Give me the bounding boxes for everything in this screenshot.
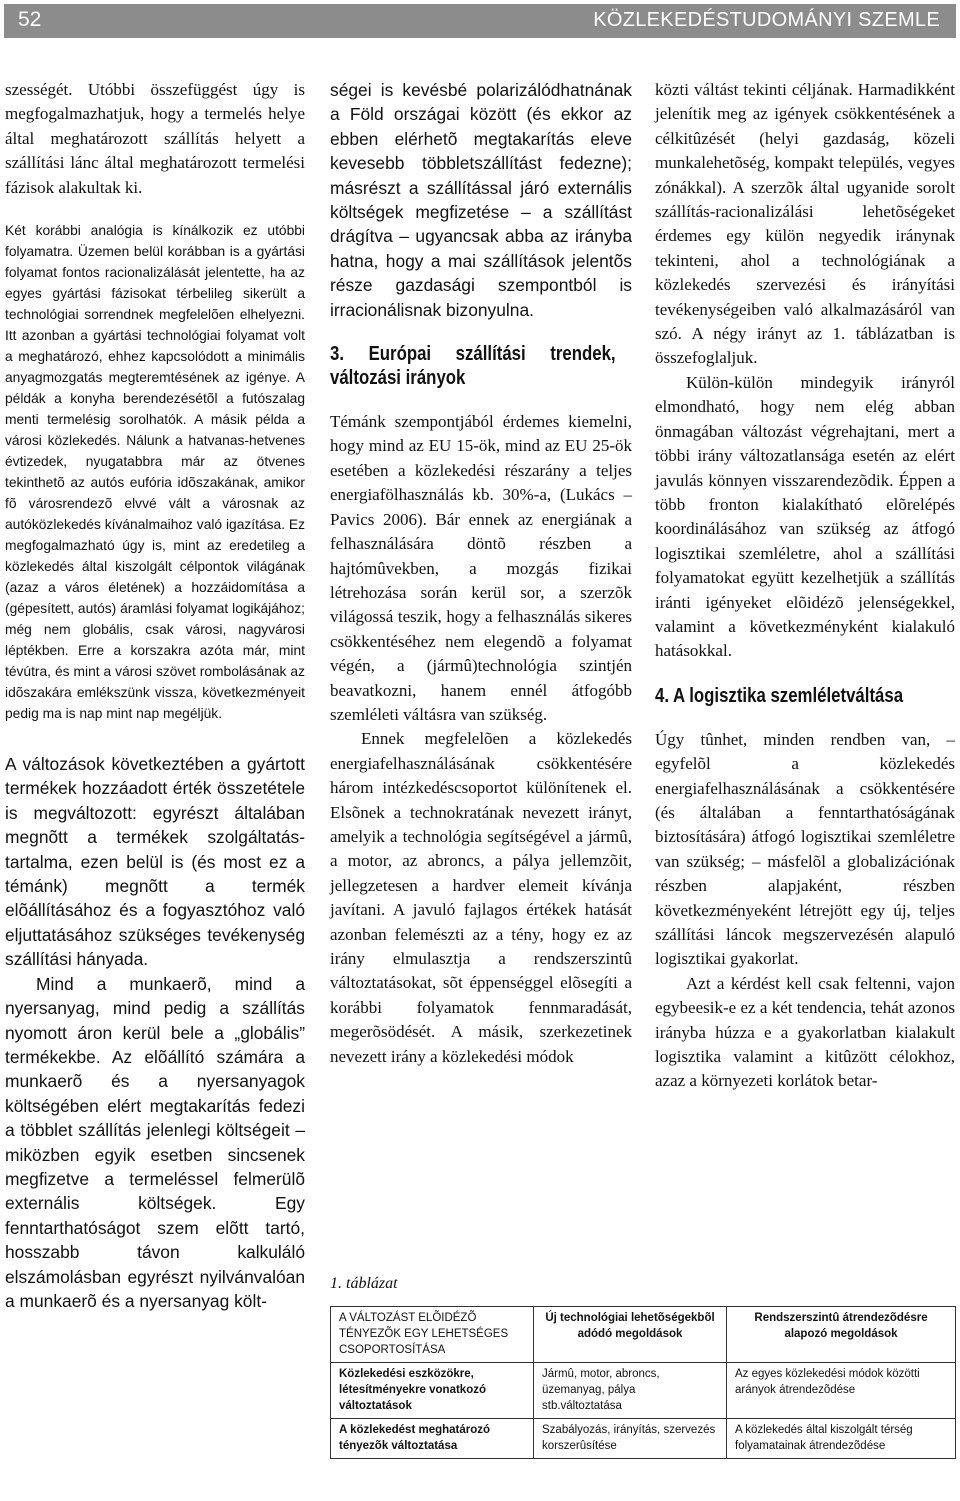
table-cell: A közlekedés által kiszolgált térség folyamatainak átrendezõdése bbox=[727, 1419, 956, 1459]
paragraph: Két korábbi analógia is kínálkozik ez utóbbi folyamatra. Üzemen belül korábban is a gyártási folyamat fontos racionalizálását jelentette, ha az egyes gyártási fázisokat térbelileg sikerült a technológiai sorrendnek megfelelõen elhelyezni. Itt azonban a gyártási technológiai folyamat volt a meghatározó, ehhez kapcsolódott a minimális anyagmozgatás megteremtésének az igénye. A példák a konyha berendezésétõl a futószalag menti termelésig sorolhatók. A másik példa a városi közlekedés. Nálunk a hatvanas-hetvenes évtizedek, nyugatabbra már az ötvenes tekinthetõ az autós eufória idõszakának, amikor fõ városrendezõ elvvé vált a városnak az autóközlekedés kívánalmaihoz való igazítása. Ez megfogalmazható úgy is, mint az eredetileg a közlekedés által kiszolgált célpontok világának (azaz a város életének) a hozzáidomítása a (gépesített, autós) áramlási folyamat logikájához; még nem globális, csak városi, nagyvárosi léptékben. Erre a korszakra azóta már, mint tévútra, és mint a városi szövet rombolásának az idõszakára emlékszünk vissza, következményeit pedig ma is nap mint nap megéljük. bbox=[5, 223, 305, 722]
paragraph: Úgy tûnhet, minden rendben van, – egyfelõl a közlekedés energiafelhasználásának a csökkentésére (és általában a fenntarthatóságának biztosítására) átfogó logisztikai szemléletre van szükség; – másfelõl a globalizációnak részben alapjaként, részben következményeként létrejött egy új, teljes szállítási láncok megszervezésén alapuló logisztikai gyakorlat. bbox=[655, 729, 955, 969]
column-3 bbox=[655, 78, 955, 1094]
paragraph: Mind a munkaerõ, mind a nyersanyag, mind pedig a szállítás nyomott áron kerül bele a „globális” termékekbe. Az elõállító számára a munkaerõ és a nyersanyagok költségében elért megtakarítás fedezi a többlet szállítás jelenlegi költségeit – miközben egyik esetben sincsenek megfizetve a termeléssel felmerülõ externális költségek. Egy fenntarthatóságot szem elõtt tartó, hosszabb távon kalkuláló elszámolásban egyrészt nyilvánvalóan a munkaerõ és a nyersanyag költ- bbox=[5, 973, 305, 1311]
table-cell: Szabályozás, irányítás, szervezés korszerûsítése bbox=[534, 1419, 727, 1459]
column-1 bbox=[5, 78, 305, 1313]
page-number: 52 bbox=[18, 8, 42, 31]
data-table bbox=[330, 1306, 956, 1459]
paragraph: ségei is kevésbé polarizálódhatnának a Föld országai között (és ekkor az ebben elérhetõ megtakarítás eleve kevesebb többletszállítást fedezne); másrészt a szállítással járó externális költségek megfizetése – a szállítást drágítva – ugyancsak abba az irányba hatna, hogy a mai szállítások jelentõs része gazdasági szempontból is irracionálisnak bizonyulna. bbox=[330, 80, 632, 320]
table-cell: Az egyes közlekedési módok közötti arányok átrendezõdése bbox=[727, 1363, 956, 1419]
paragraph: Ennek megfelelõen a közlekedés energiafelhasználásának csökkentésére három intézkedéscsoportot különítenek el. Elsõnek a technokratának nevezett irányt, amelyik a technológia segítségével a jármû, a motor, az abroncs, a pálya jellemzõit, jellegzetesen a hardver elemeit kívánja javítani. A javuló fajlagos értékek hatását azonban felemészti az a tény, hogy ez az irány elmulasztja a rendszerszintû változtatásokat, sõt éppenséggel elõsegíti a korábbi folyamatok fennmaradását, megerõsödését. A másik, szerkezetinek nevezett irány a közlekedési módok bbox=[330, 729, 632, 1066]
column-2 bbox=[330, 78, 632, 1069]
table-title: 1. táblázat bbox=[330, 1275, 398, 1292]
table-cell: Közlekedési eszközökre, létesítményekre vonatkozó változtatások bbox=[331, 1363, 534, 1419]
paragraph: Témánk szempontjából érdemes kiemelni, hogy mind az EU 15-ök, mind az EU 25-ök esetében a közlekedési részarány a teljes energiafölhasználás kb. 30%-a, (Lukács – Pavics 2006). Bár ennek az energiának a felhasználására döntõ részben a hajtómûvekben, a mozgás fizikai létrehozása során kerül sor, a szerzõk világossá teszik, hogy a felhasználás sikeres csökkentéséhez nem elegendõ a folyamat végén, a (jármû)technológia szintjén beavatkozni, hanem ennél átfogóbb szemléleti váltásra van szükség. bbox=[330, 412, 632, 724]
table-row bbox=[331, 1363, 956, 1419]
table-header-cell: Új technológiai lehetõségekbõl adódó megoldások bbox=[534, 1307, 727, 1363]
paragraph: Külön-külön mindegyik irányról elmondható, hogy nem elég abban önmagában változást végrehajtani, mert a többi irány változatlansága esetén az elért javulás könnyen visszarendezõdik. Éppen a több fronton kialakítható elõrelépés koordinálásához van szükség az átfogó logisztikai szemléletre, ahol a szállítási folyamatokat együtt kezelhetjük a szállítás iránti igényeket elõidézõ jelenségekkel, valamint a következményként kialakuló hatásokkal. bbox=[655, 372, 955, 661]
paragraph: Azt a kérdést kell csak feltenni, vajon egybeesik-e ez a két tendencia, tehát azonos irányba húzza e a gyakorlatban kialakult logisztika valamint a kitûzött célokhoz, azaz a környezeti korlátok betar- bbox=[655, 973, 955, 1091]
section-heading: 3. Európai szállítási trendek, változási irányok bbox=[330, 343, 616, 390]
table-header-row bbox=[331, 1307, 956, 1363]
paragraph: A változások következtében a gyártott termékek hozzáadott érték összetétele is megváltozott: egyrészt általában megnõtt a termékek szolgáltatás-tartalma, ezen belül is (és most ez a témánk) megnõtt a termék elõállításához és a fogyasztóhoz való eljuttatásához szükséges tevékenység szállítási hányada. bbox=[5, 754, 305, 970]
table-row bbox=[331, 1419, 956, 1459]
table-cell: Jármû, motor, abroncs, üzemanyag, pálya stb.változtatása bbox=[534, 1363, 727, 1419]
section-heading: 4. A logisztika szemléletváltása bbox=[655, 684, 904, 707]
table-cell: A közlekedést meghatározó tényezõk változtatása bbox=[331, 1419, 534, 1459]
paragraph: közti váltást tekinti céljának. Harmadikként jelenítik meg az igények csökkentésének a célkitûzését (helyi gazdaság, közeli munkalehetõség, kompakt település, vegyes zónákkal). A szerzõk által ugyanide sorolt szállítás-racionalizálási lehetõségeket érdemes egy külön negyedik iránynak tekinteni, ahol a technológiának a közlekedés szervezési és irányítási tevékenységeiben való alkalmazásáról van szó. A négy irányt az 1. táblázatban is összefoglaljuk. bbox=[655, 80, 955, 368]
table-header-cell: A VÁLTOZÁST ELÕIDÉZÕ TÉNYEZÕK EGY LEHETSÉGES CSOPORTOSÍTÁSA bbox=[331, 1307, 534, 1363]
journal-title: KÖZLEKEDÉSTUDOMÁNYI SZEMLE bbox=[593, 9, 940, 31]
table-header-cell: Rendszerszintû átrendezõdésre alapozó megoldások bbox=[727, 1307, 956, 1363]
page-header bbox=[4, 4, 956, 38]
paragraph: szességét. Utóbbi összefüggést úgy is megfogalmazhatjuk, hogy a termelés helye által meghatározott szállítás helyett a szállítási lánc által meghatározott termelési fázisok alakultak ki. bbox=[5, 80, 305, 197]
